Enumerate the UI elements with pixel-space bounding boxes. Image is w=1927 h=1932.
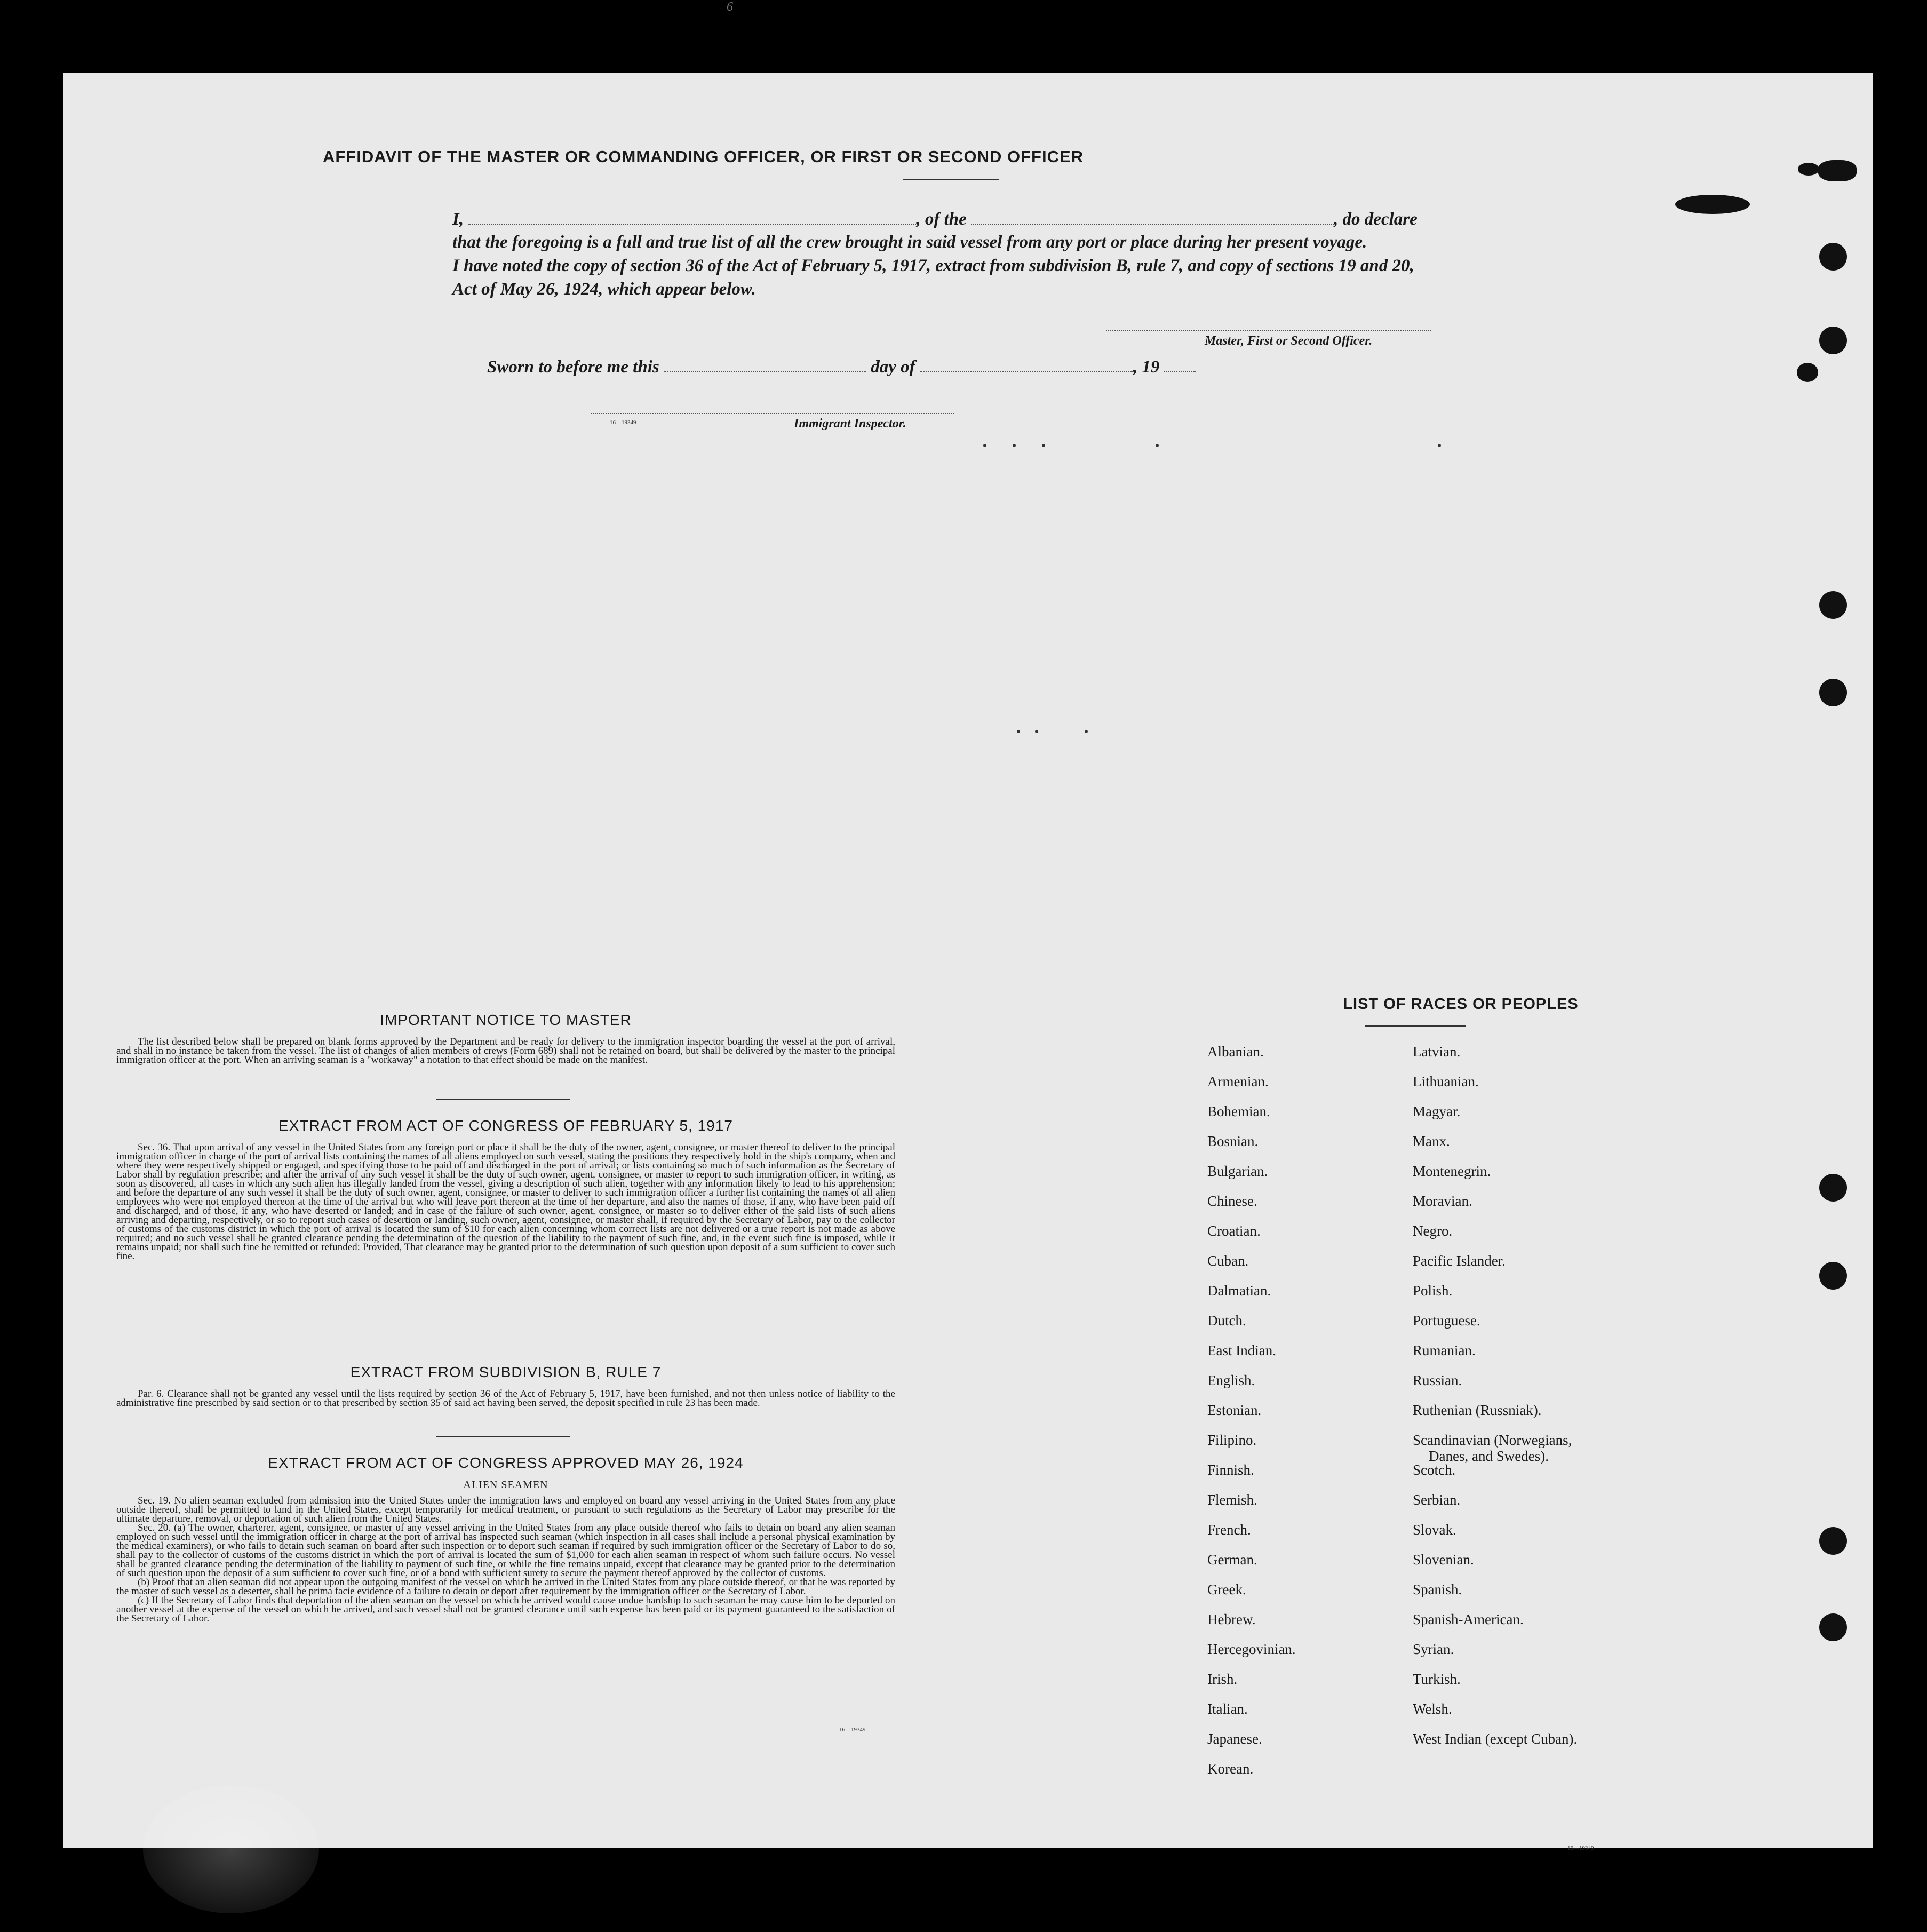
embossed-seal [143, 1785, 319, 1913]
race-item: Portuguese. [1413, 1313, 1480, 1329]
speck [1085, 730, 1088, 733]
speck [1013, 444, 1016, 447]
race-item: West Indian (except Cuban). [1413, 1731, 1578, 1747]
race-item: Irish. [1207, 1671, 1238, 1687]
sec-20b-paragraph: (b) Proof that an alien seaman did not appear upon the outgoing manifest of the vessel on which he arrived in the United States from any place outside thereof, or that he was reported by the master of such vessel as a deserter, shall be prima facie evidence of a failure to detain or deport after requirement by the immigration officer or the Secretary of Labor. [116, 1577, 895, 1597]
speck [1438, 444, 1441, 447]
punch-hole [1819, 591, 1847, 619]
race-item: Bosnian. [1207, 1133, 1259, 1149]
race-item: Flemish. [1207, 1492, 1257, 1508]
speck [1017, 730, 1020, 733]
race-item: Negro. [1413, 1223, 1453, 1239]
alien-seamen-subtitle: ALIEN SEAMEN [463, 1479, 548, 1491]
declaration-line-4: Act of May 26, 1924, which appear below. [452, 280, 756, 299]
sworn-label: Sworn to before me this [487, 357, 659, 377]
race-item: English. [1207, 1372, 1255, 1388]
act-1917-section-36: Sec. 36. That upon arrival of any vessel in the United States from any foreign port or place it shall be the duty of the owner, agent, consignee, or master thereof to deliver to the principal immigration officer in charge of the port of arrival lists containing the names of all aliens employed on such vessel, stating the positions they respectively hold in the ship's company, when and where they were respectively shipped or engaged, and specifying those to be paid off and discharged in the port of arrival; or lists containing so much of such information as the Secretary of Labor shall by regulation prescribe; and after the arrival of any such vessel it shall be the duty of such owner, agent, consignee, or master to report to such immigration officer, in writing, as soon as discovered, all cases in which any such alien has illegally landed from the vessel, giving a description of such alien, together with any information likely to lead to his apprehension; and before the departure of any such vessel it shall be the duty of such owner, agent, consignee, or master to deliver to such immigration officer a further list containing the names of all alien employees who were not employed thereon at the time of the arrival but who will leave port thereon at the time of her departure, and also the names of those, if any, who have been paid off and discharged, and of those, if any, who have deserted or landed; and in case of the failure of such owner, agent, consignee, or master so to deliver either of the said lists of such aliens arriving and departing, respectively, or so to report such cases of desertion or landing, such owner, agent, consignee, or master shall, if required by the Secretary of Labor, pay to the collector of customs of the customs district in which the port of arrival is located the sum of $10 for each alien concerning whom correct lists are not delivered or a true report is not made as above required; and no such vessel shall be granted clearance pending the determination of the question of the liability to the payment of such fine, and, in the event such fine is imposed, while it remains unpaid; nor shall such fine be remitted or refunded: Provided, That clearance may be granted prior to the determination of such question upon deposit of a sum sufficient to cover such fine. [116, 1142, 895, 1262]
punch-hole [1819, 1527, 1847, 1555]
race-item: Dalmatian. [1207, 1283, 1271, 1299]
race-item: Bohemian. [1207, 1103, 1270, 1119]
race-item: Rumanian. [1413, 1342, 1476, 1358]
sworn-year-blank[interactable] [1164, 371, 1196, 372]
race-item: Finnish. [1207, 1462, 1254, 1478]
race-item: Turkish. [1413, 1671, 1461, 1687]
race-item: Dutch. [1207, 1313, 1246, 1329]
race-item: Scotch. [1413, 1462, 1456, 1478]
race-item: Filipino. [1207, 1432, 1257, 1448]
race-item: Russian. [1413, 1372, 1462, 1388]
inspector-label: Immigrant Inspector. [794, 417, 906, 431]
act-1924-title: EXTRACT FROM ACT OF CONGRESS APPROVED MAY 26, 1924 [268, 1454, 744, 1471]
race-item: German. [1207, 1552, 1257, 1568]
race-item: East Indian. [1207, 1342, 1276, 1358]
races-divider [1365, 1025, 1466, 1027]
race-item: Serbian. [1413, 1492, 1461, 1508]
sworn-line [487, 355, 1341, 379]
notice-text [116, 1037, 895, 1064]
punch-hole [1819, 243, 1847, 271]
document-page [63, 73, 1873, 1851]
i-label: I, [452, 210, 464, 229]
race-item: Albanian. [1207, 1044, 1264, 1060]
race-item: Spanish. [1413, 1581, 1462, 1597]
punch-hole [1819, 1174, 1847, 1202]
declaration-line-2: that the foregoing is a full and true list of all the crew brought in said vessel from any port or place during her present voyage. [452, 233, 1367, 252]
race-item: Hercegovinian. [1207, 1641, 1296, 1657]
race-item: Pacific Islander. [1413, 1253, 1506, 1269]
sec-20a-paragraph: Sec. 20. (a) The owner, charterer, agent, consignee, or master of any vessel arriving in the United States from any place outside thereof who fails to detain on board any alien seaman employed on such vessel until the immigration officer in charge at the port of arrival has inspected such seaman (which inspection in all cases shall include a personal physical examination by the medical examiners), or who fails to detain such seaman on board after such inspection or to deport such seaman if required by such immigration officer or the Secretary of Labor to do so, shall pay to the collector of customs of the customs district in which the port of arrival is located the sum of $1,000 for each alien seaman in respect of whom such failure occurs. No vessel shall be granted clearance pending the determination of the liability to payment of such fine, or while the fine remains unpaid, except that clearance may be granted prior to the determination of such question upon the deposit of a sum sufficient to cover such fine, or of a bond with sufficient surety to secure the payment thereof approved by the collector of customs. [116, 1522, 895, 1579]
of-the-label: , of the [916, 210, 967, 229]
races-form-number: 16—19349 [1567, 1845, 1594, 1851]
race-item: Moravian. [1413, 1193, 1472, 1209]
sworn-day-blank[interactable] [664, 371, 866, 372]
races-left-column [1207, 1044, 1394, 1844]
vessel-blank[interactable] [971, 223, 1334, 225]
race-item: Lithuanian. [1413, 1074, 1479, 1090]
speck [1035, 730, 1038, 733]
declaration-line-3: I have noted the copy of section 36 of the Act of February 5, 1917, extract from subdivision B, rule 7, and copy of sections 19 and 20, [452, 256, 1414, 275]
do-declare-label: , do declare [1334, 210, 1418, 229]
master-signature-line[interactable] [1106, 330, 1431, 331]
race-item: Manx. [1413, 1133, 1450, 1149]
race-item: Montenegrin. [1413, 1163, 1491, 1179]
act-1917-text [116, 1143, 895, 1261]
race-item: Greek. [1207, 1581, 1246, 1597]
race-item: Latvian. [1413, 1044, 1461, 1060]
sec-19-paragraph: Sec. 19. No alien seaman excluded from admission into the United States under the immigration laws and employed on board any vessel arriving in the United States from any place outside thereof, shall be permitted to land in the United States, except temporarily for medical treatment, or pursuant to such regulations as the Secretary of Labor may prescribe for the ultimate departure, removal, or deportation of such alien from the United States. [116, 1495, 895, 1524]
race-item: Polish. [1413, 1283, 1453, 1299]
race-item: Spanish-American. [1413, 1611, 1524, 1627]
race-item: French. [1207, 1522, 1251, 1538]
race-item: Slovak. [1413, 1522, 1456, 1538]
race-item: Slovenian. [1413, 1552, 1474, 1568]
rule7-text [116, 1389, 895, 1408]
sworn-month-blank[interactable] [920, 371, 1133, 372]
affidavit-form-number: 16—19349 [610, 419, 636, 426]
race-item: Scandinavian (Norwegians, [1413, 1432, 1572, 1448]
name-blank[interactable] [468, 223, 916, 225]
punch-hole [1819, 1262, 1847, 1290]
race-item: Estonian. [1207, 1402, 1262, 1418]
race-item: Magyar. [1413, 1103, 1461, 1119]
sec-20c-paragraph: (c) If the Secretary of Labor finds that deportation of the alien seaman on the vessel on which he arrived would cause undue hardship to such seaman he may cause him to be deported on another vessel at the expense of the vessel on which he arrived, and such vessel shall not be granted clearance until such expense has been paid or its payment guaranteed to the satisfaction of the Secretary of Labor. [116, 1595, 895, 1624]
notice-paragraph: The list described below shall be prepared on blank forms approved by the Department and be ready for delivery to the immigration inspector boarding the vessel at the port of arrival, and shall in no instance be taken from the vessel. The list of changes of alien members of crews (Form 689) shall not be retained on board, but shall be delivered by the master to the principal immigration officer at the port. When an arriving seaman is a "workaway" a notation to that effect should be made on the manifest. [116, 1036, 895, 1066]
extracts-form-number: 16—19349 [839, 1727, 866, 1733]
ink-blot [1675, 195, 1750, 214]
punch-hole [1819, 327, 1847, 354]
act-1924-text [116, 1496, 895, 1623]
race-item: Syrian. [1413, 1641, 1454, 1657]
race-item: Armenian. [1207, 1074, 1269, 1090]
ink-blot [1797, 363, 1818, 382]
punch-hole [1818, 160, 1857, 181]
rule7-title: EXTRACT FROM SUBDIVISION B, RULE 7 [350, 1364, 662, 1380]
notice-title: IMPORTANT NOTICE TO MASTER [380, 1012, 632, 1028]
speck [1042, 444, 1045, 447]
race-item: Chinese. [1207, 1193, 1257, 1209]
year-label: , 19 [1133, 357, 1160, 377]
title-divider [903, 179, 999, 180]
divider [436, 1099, 570, 1100]
speck [983, 444, 986, 447]
punch-hole [1819, 1613, 1847, 1641]
races-right-column [1413, 1044, 1690, 1844]
act-1917-title: EXTRACT FROM ACT OF CONGRESS OF FEBRUARY 5, 1917 [278, 1117, 733, 1134]
races-title: LIST OF RACES OR PEOPLES [1343, 996, 1579, 1013]
declaration-line-1 [452, 208, 1535, 231]
inspector-signature-line[interactable] [591, 413, 954, 414]
affidavit-title: AFFIDAVIT OF THE MASTER OR COMMANDING OFFICER, OR FIRST OR SECOND OFFICER [322, 147, 1084, 166]
ink-blot [1798, 163, 1819, 176]
race-item: Italian. [1207, 1701, 1248, 1717]
top-corner-mark: 6 [727, 0, 733, 14]
race-item: Welsh. [1413, 1701, 1452, 1717]
race-item: Japanese. [1207, 1731, 1262, 1747]
race-item: Hebrew. [1207, 1611, 1256, 1627]
punch-hole [1819, 679, 1847, 706]
race-item: Ruthenian (Russniak). [1413, 1402, 1542, 1418]
day-of-label: day of [871, 357, 915, 377]
divider [436, 1436, 570, 1437]
speck [1156, 444, 1159, 447]
rule7-par-6: Par. 6. Clearance shall not be granted any vessel until the lists required by section 36 of the Act of February 5, 1917, have been furnished, and not then unless notice of liability to the administrative fine prescribed by said section or to that prescribed by section 35 of said act having been served, the deposit specified in rule 23 has been made. [116, 1388, 895, 1409]
race-item: Korean. [1207, 1761, 1254, 1777]
race-item: Croatian. [1207, 1223, 1261, 1239]
race-item: Bulgarian. [1207, 1163, 1268, 1179]
race-item: Danes, and Swedes). [1429, 1448, 1549, 1464]
race-item: Cuban. [1207, 1253, 1249, 1269]
master-signature-label: Master, First or Second Officer. [1205, 334, 1373, 348]
